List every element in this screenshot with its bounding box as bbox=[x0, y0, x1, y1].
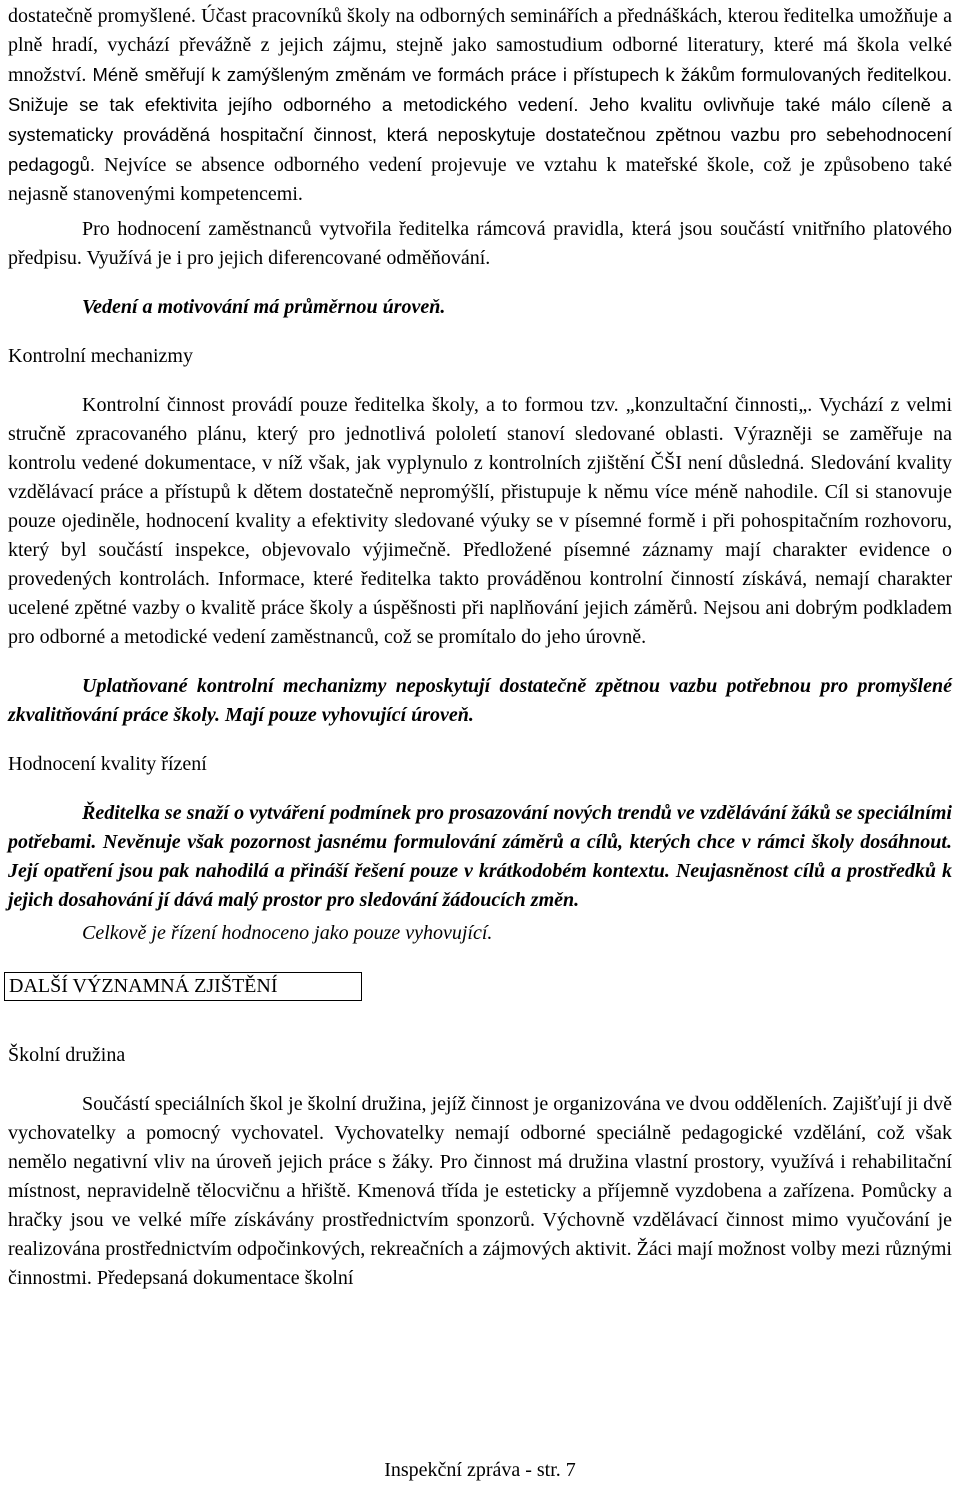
paragraph-staff-education bbox=[8, 2, 952, 209]
paragraph-text-sans: Méně směřují k zamýšleným změnám ve formách práce i přístupech k žákům formulovaných ředitelkou. Snižuje se tak efektivita jejího odborného a metodického vedení. Jeho kvalitu ovlivňuje také málo cíleně a systematicky prováděná hospitační činnost, která neposkytuje dostatečnou zpětnou vazbu pro sebehodnocení pedagogů. bbox=[8, 64, 952, 175]
verdict-overall-management: Celkově je řízení hodnoceno jako pouze vyhovující. bbox=[82, 922, 493, 944]
heading-school-club: Školní družina bbox=[8, 1044, 126, 1066]
heading-control-mechanisms: Kontrolní mechanizmy bbox=[8, 345, 193, 367]
verdict-leadership: Vedení a motivování má průměrnou úroveň. bbox=[82, 296, 446, 318]
verdict-control-mechanisms: Uplatňované kontrolní mechanizmy neposkytují dostatečně zpětnou vazbu potřebnou pro promyšlené zkvalitňování práce školy. Mají pouze vyhovující úroveň. bbox=[8, 675, 952, 726]
heading-management-quality: Hodnocení kvality řízení bbox=[8, 753, 207, 775]
paragraph-text: dostatečně promyšlené. Účast pracovníků školy na odborných seminářích a přednáškách, kterou ředitelka umožňuje a plně hradí, vychází převážně z jejich zájmu, stejně jako samostudium odborné literatury, které má škola velké množství. bbox=[8, 5, 952, 86]
paragraph-control-activity: Kontrolní činnost provádí pouze ředitelka školy, a to formou tzv. „konzultační činnosti„. Vychází z velmi stručně zpracovaného plánu, který pro jednotlivá pololetí stanoví sledované oblasti. Výrazněji se zaměřuje na kontrolu vedené dokumentace, v níž však, jak vyplynulo z kontrolních zjištění ČŠI není důsledná. Sledování kvality vzdělávací práce a přístupů k dětem dostatečně nepromýšlí, přistupuje k němu více méně nahodile. Cíl si stanovuje pouze ojediněle, hodnocení kvality a efektivity sledované výuky se v písemné formě i při pohospitačním rozhovoru, který byl součástí inspekce, objevovalo výjimečně. Předložené písemné záznamy mají charakter evidence o provedených kontrolách. Informace, které ředitelka takto prováděnou kontrolní činností získává, nemají charakter ucelené zpětné vazby o kvalitě práce školy a úspěšnosti při naplňování jejich záměrů. Nejsou ani dobrým podkladem pro odborné a metodické vedení zaměstnanců, což se promítalo do jeho úrovně. bbox=[8, 394, 952, 648]
document-page bbox=[8, 2, 952, 1293]
verdict-management-quality: Ředitelka se snaží o vytváření podmínek pro prosazování nových trendů ve vzdělávání žáků se speciálními potřebami. Nevěnuje však pozornost jasnému formulování záměrů a cílů, kterých chce v rámci školy dosáhnout. Její opatření jsou pak nahodilá a přináší řešení pouze v krátkodobém kontextu. Neujasněnost cílů a prostředků k jejich dosahování jí dává malý prostor pro sledování žádoucích změn. bbox=[8, 802, 952, 911]
paragraph-evaluation-rules: Pro hodnocení zaměstnanců vytvořila ředitelka rámcová pravidla, která jsou součástí vnitřního platového předpisu. Využívá je i pro jejich diferencované odměňování. bbox=[8, 218, 952, 269]
section-title: DALŠÍ VÝZNAMNÁ ZJIŠTĚNÍ bbox=[4, 972, 362, 1001]
paragraph-school-club: Součástí speciálních škol je školní družina, jejíž činnost je organizována ve dvou odděleních. Zajišťují ji dvě vychovatelky a pomocný vychovatel. Vychovatelky nemají odborné speciálně pedagogické vzdělání, což však nemělo negativní vliv na úroveň jejich práce s žáky. Pro činnost má družina vlastní prostory, využívá i rehabilitační místnost, nepravidelně tělocvičnu a hřiště. Kmenová třída je esteticky a příjemně vyzdobena a zařízena. Pomůcky a hračky jsou ve velké míře získávány prostřednictvím sponzorů. Výchovně vzdělávací činnost mimo vyučování je realizována prostřednictvím odpočinkových, rekreačních a zájmových aktivit. Žáci mají možnost volby mezi různými činnostmi. Předepsaná dokumentace školní bbox=[8, 1093, 952, 1289]
section-title-row bbox=[8, 972, 952, 1001]
page-footer: Inspekční zpráva - str. 7 bbox=[384, 1459, 576, 1481]
paragraph-text: Nejvíce se absence odborného vedení projevuje ve vztahu k mateřské škole, což je způsobeno také nejasně stanovenými kompetencemi. bbox=[8, 154, 953, 205]
